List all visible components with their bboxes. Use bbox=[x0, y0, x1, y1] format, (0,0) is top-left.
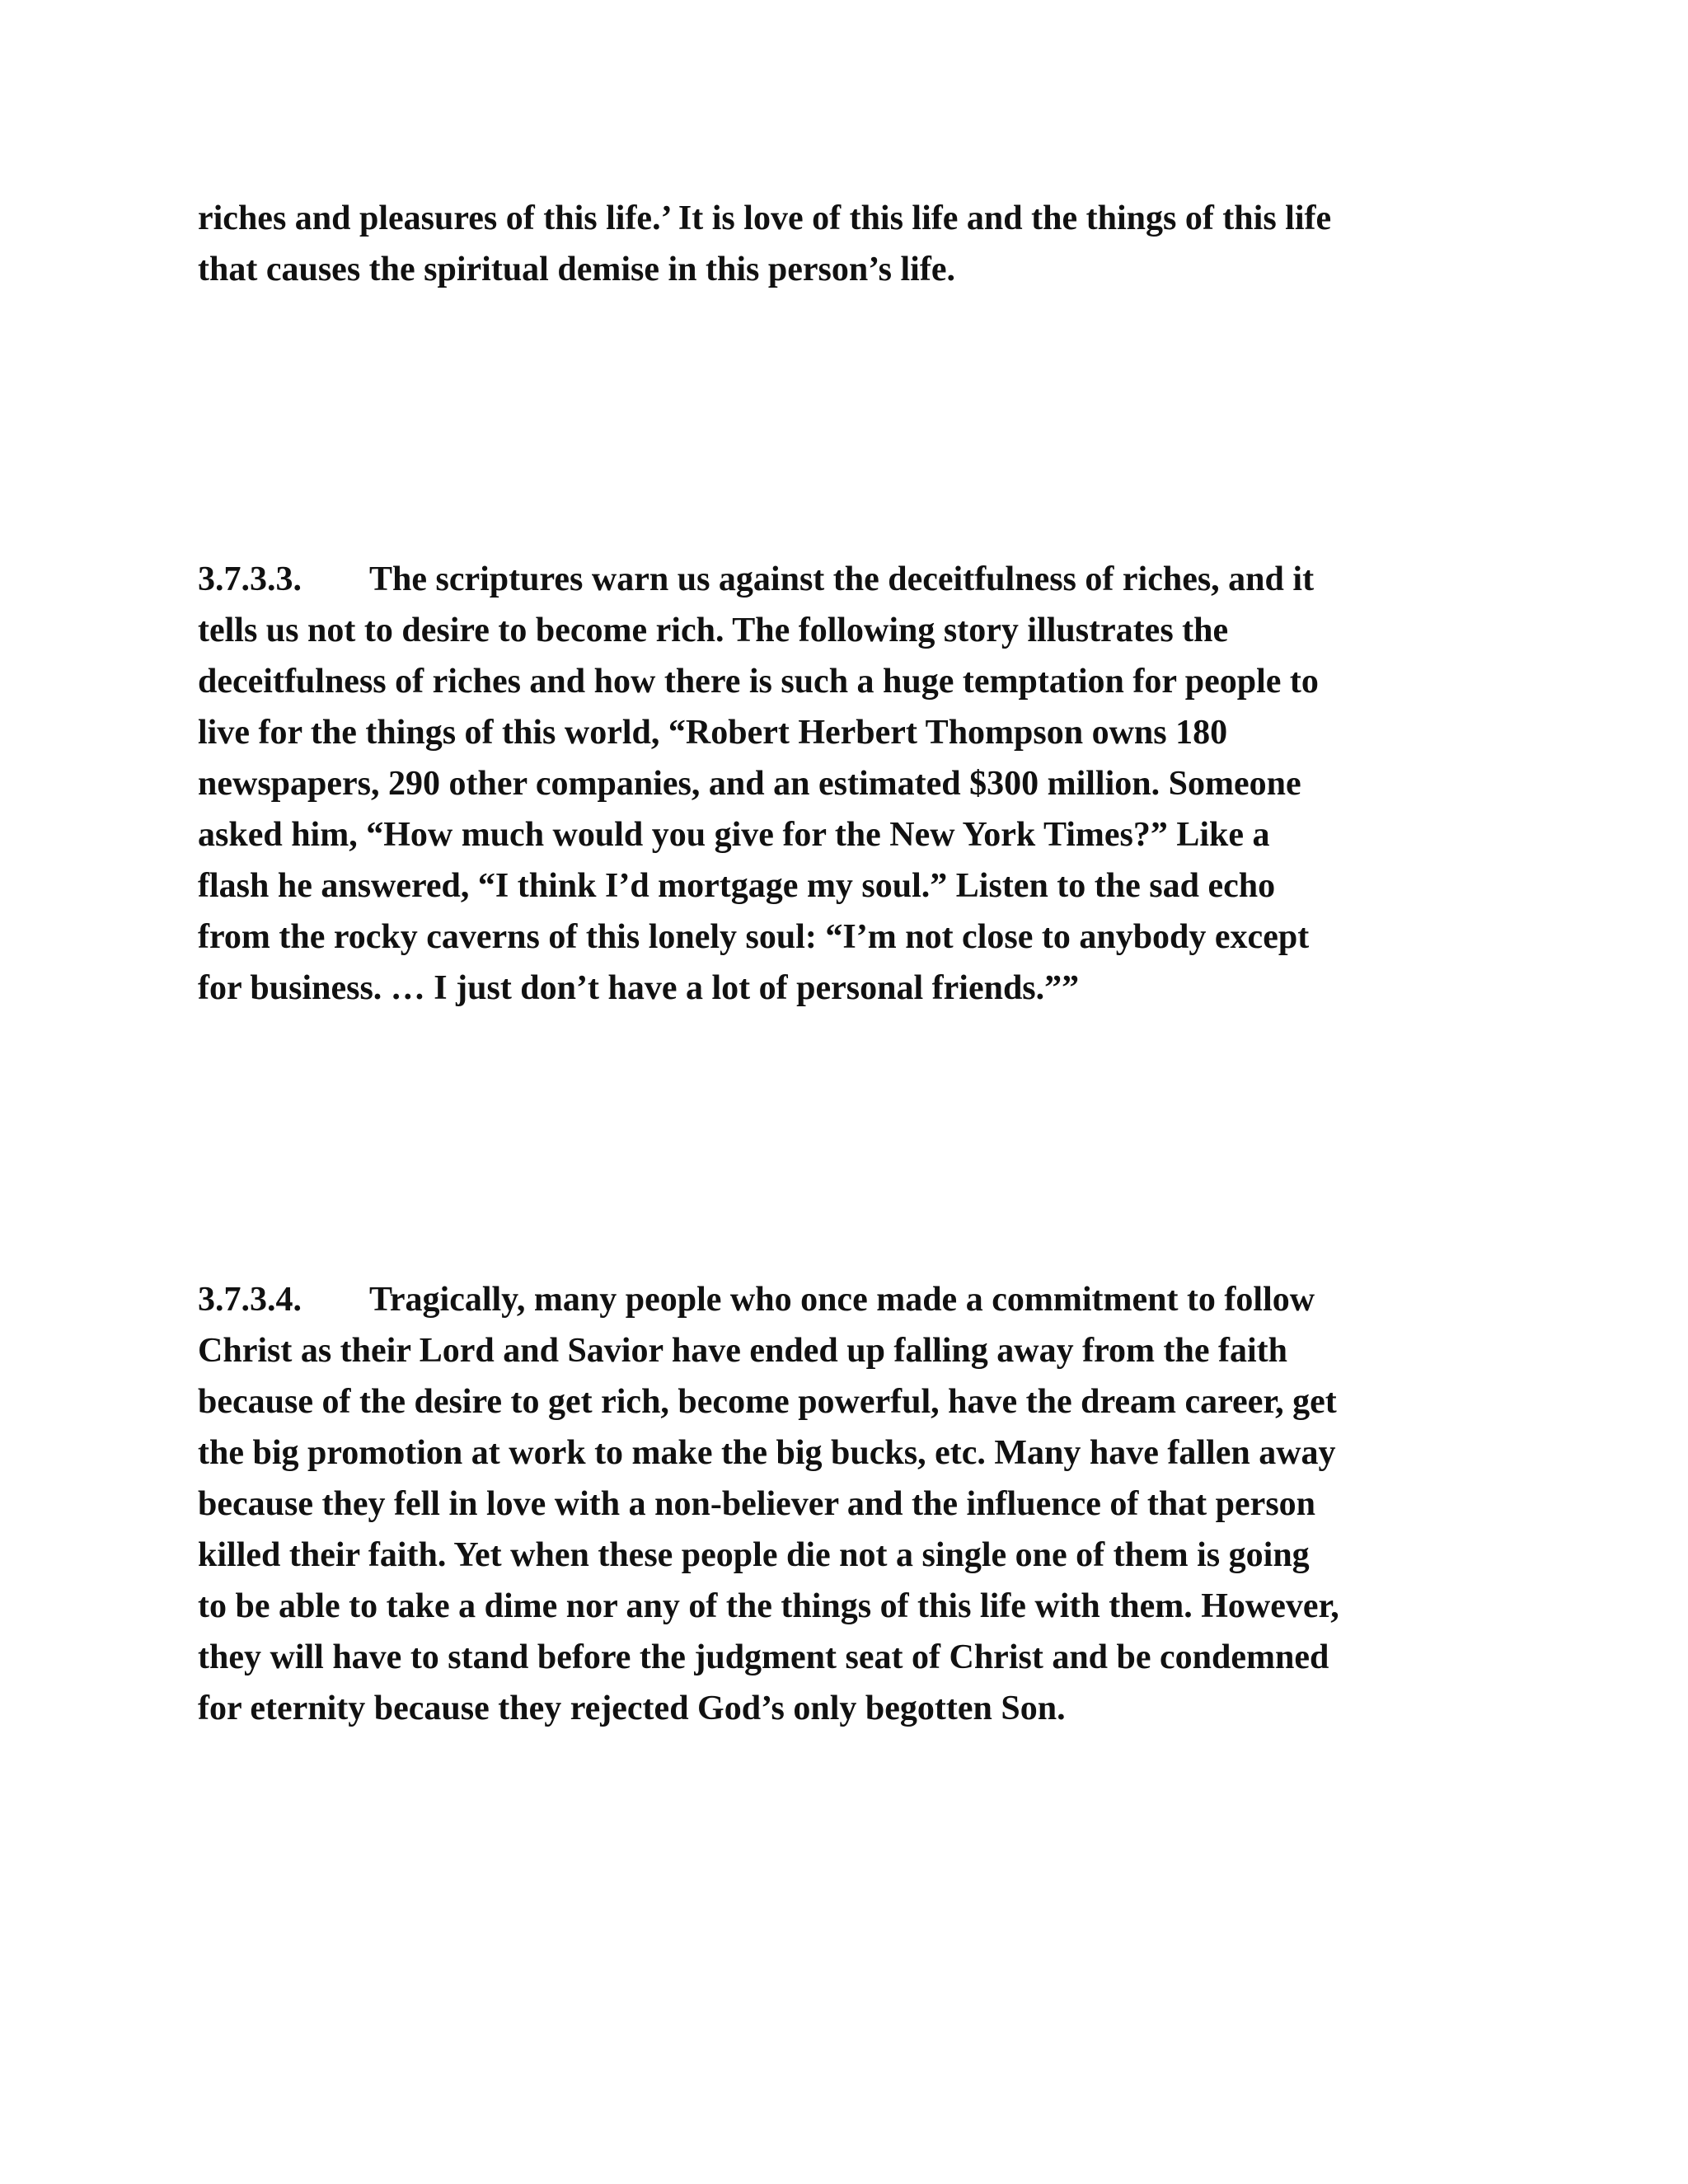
text-line: tells us not to desire to become rich. The following story illustrates the bbox=[198, 612, 1229, 649]
text-line: for business. … I just don’t have a lot of personal friends.”” bbox=[198, 969, 1080, 1007]
text-line: from the rocky caverns of this lonely soul: “I’m not close to anybody except bbox=[198, 918, 1310, 956]
paragraph-3-7-3-4 bbox=[198, 1274, 1533, 1734]
paragraph-number: 3.7.3.3. bbox=[198, 560, 302, 598]
text-line-first: The scriptures warn us against the deceitfulness of riches, and it bbox=[369, 560, 1315, 598]
paragraph-3-7-3-3 bbox=[198, 554, 1533, 1014]
text-line: because they fell in love with a non-believer and the influence of that person bbox=[198, 1485, 1316, 1523]
text-line: Christ as their Lord and Savior have ended up falling away from the faith bbox=[198, 1332, 1287, 1370]
paragraph-number: 3.7.3.4. bbox=[198, 1281, 302, 1319]
text-line: asked him, “How much would you give for the New York Times?” Like a bbox=[198, 816, 1270, 854]
text-line: the big promotion at work to make the big bucks, etc. Many have fallen away bbox=[198, 1434, 1336, 1472]
text-line: to be able to take a dime nor any of the things of this life with them. However, bbox=[198, 1587, 1339, 1625]
text-line: live for the things of this world, “Robert Herbert Thompson owns 180 bbox=[198, 714, 1228, 752]
text-line: that causes the spiritual demise in this person’s life. bbox=[198, 251, 955, 288]
text-line: deceitfulness of riches and how there is such a huge temptation for people to bbox=[198, 663, 1319, 701]
text-line: flash he answered, “I think I’d mortgage my soul.” Listen to the sad echo bbox=[198, 867, 1276, 905]
text-line: they will have to stand before the judgment seat of Christ and be condemned bbox=[198, 1638, 1329, 1676]
text-line: newspapers, 290 other companies, and an estimated $300 million. Someone bbox=[198, 765, 1301, 803]
paragraph-continuation bbox=[198, 193, 1533, 295]
text-line bbox=[198, 554, 1533, 605]
text-line-first: Tragically, many people who once made a commitment to follow bbox=[369, 1281, 1315, 1319]
text-line bbox=[198, 1274, 1533, 1325]
text-line: killed their faith. Yet when these people die not a single one of them is going bbox=[198, 1536, 1310, 1574]
text-line: riches and pleasures of this life.’ It is love of this life and the things of this life bbox=[198, 199, 1332, 237]
text-line: for eternity because they rejected God’s only begotten Son. bbox=[198, 1690, 1066, 1727]
text-line: because of the desire to get rich, become powerful, have the dream career, get bbox=[198, 1383, 1337, 1421]
